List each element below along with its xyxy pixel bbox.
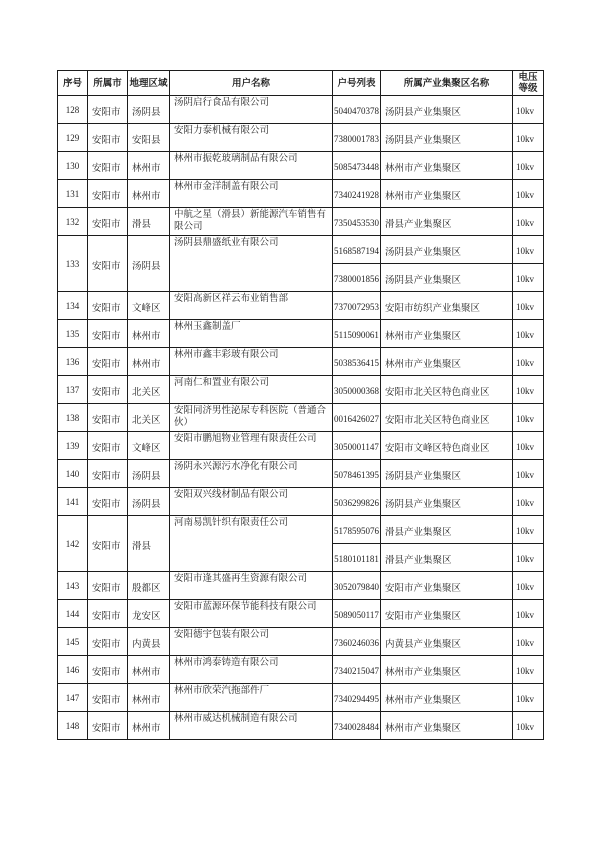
cell-cluster: 林州市产业集聚区 bbox=[381, 320, 513, 348]
cell-voltage: 10kv bbox=[513, 292, 544, 320]
cell-account: 5168587194 bbox=[333, 236, 381, 264]
cell-cluster: 安阳市产业集聚区 bbox=[381, 600, 513, 628]
cell-user: 汤阴县鼎盛纸业有限公司 bbox=[170, 236, 333, 292]
cell-voltage: 10kv bbox=[513, 264, 544, 292]
table-row bbox=[58, 236, 544, 264]
cell-cluster: 林州市产业集聚区 bbox=[381, 180, 513, 208]
cell-user: 汤阴永兴源污水净化有限公司 bbox=[170, 460, 333, 488]
header-cell: 地理区域 bbox=[128, 71, 170, 96]
cell-region: 汤阴县 bbox=[128, 460, 170, 488]
cell-no: 138 bbox=[58, 404, 88, 432]
cell-account: 3050000368 bbox=[333, 376, 381, 404]
header-cell: 电压等级 bbox=[513, 71, 544, 96]
table-row bbox=[58, 292, 544, 320]
cell-no: 129 bbox=[58, 124, 88, 152]
cell-region: 汤阴县 bbox=[128, 236, 170, 292]
cell-no: 145 bbox=[58, 628, 88, 656]
cell-cluster: 滑县产业集聚区 bbox=[381, 544, 513, 572]
cell-cluster: 安阳市北关区特色商业区 bbox=[381, 376, 513, 404]
cell-no: 136 bbox=[58, 348, 88, 376]
header-cell: 所属市 bbox=[88, 71, 128, 96]
user-table bbox=[57, 70, 544, 740]
cell-account: 7340294495 bbox=[333, 684, 381, 712]
cell-voltage: 10kv bbox=[513, 152, 544, 180]
header-cell: 所属产业集聚区名称 bbox=[381, 71, 513, 96]
cell-voltage: 10kv bbox=[513, 404, 544, 432]
table-row bbox=[58, 516, 544, 544]
header-cell: 户号列表 bbox=[333, 71, 381, 96]
cell-city: 安阳市 bbox=[88, 432, 128, 460]
table-row bbox=[58, 152, 544, 180]
cell-user: 安阳高新区祥云布业销售部 bbox=[170, 292, 333, 320]
cell-no: 128 bbox=[58, 96, 88, 124]
cell-region: 林州市 bbox=[128, 348, 170, 376]
cell-cluster: 安阳市纺织产业集聚区 bbox=[381, 292, 513, 320]
cell-account: 5085473448 bbox=[333, 152, 381, 180]
cell-user: 安阳同济男性泌尿专科医院（普通合伙） bbox=[170, 404, 333, 432]
cell-no: 139 bbox=[58, 432, 88, 460]
table-row bbox=[58, 180, 544, 208]
cell-voltage: 10kv bbox=[513, 516, 544, 544]
cell-user: 林州市威达机械制造有限公司 bbox=[170, 712, 333, 740]
cell-no: 142 bbox=[58, 516, 88, 572]
table-row bbox=[58, 96, 544, 124]
cell-account: 5115090061 bbox=[333, 320, 381, 348]
cell-cluster: 汤阴县产业集聚区 bbox=[381, 124, 513, 152]
cell-user: 河南易凯针织有限责任公司 bbox=[170, 516, 333, 572]
cell-voltage: 10kv bbox=[513, 460, 544, 488]
cell-city: 安阳市 bbox=[88, 488, 128, 516]
cell-region: 安阳县 bbox=[128, 124, 170, 152]
cell-voltage: 10kv bbox=[513, 96, 544, 124]
cell-account: 5178595076 bbox=[333, 516, 381, 544]
cell-account: 7360246036 bbox=[333, 628, 381, 656]
header-cell: 用户名称 bbox=[170, 71, 333, 96]
cell-no: 132 bbox=[58, 208, 88, 236]
cell-account: 5038536415 bbox=[333, 348, 381, 376]
cell-account: 7350453530 bbox=[333, 208, 381, 236]
cell-voltage: 10kv bbox=[513, 348, 544, 376]
cell-region: 北关区 bbox=[128, 404, 170, 432]
cell-voltage: 10kv bbox=[513, 572, 544, 600]
cell-cluster: 汤阴县产业集聚区 bbox=[381, 460, 513, 488]
cell-city: 安阳市 bbox=[88, 180, 128, 208]
cell-region: 汤阴县 bbox=[128, 488, 170, 516]
cell-user: 河南仁和置业有限公司 bbox=[170, 376, 333, 404]
cell-no: 135 bbox=[58, 320, 88, 348]
cell-account: 0016426027 bbox=[333, 404, 381, 432]
cell-region: 文峰区 bbox=[128, 432, 170, 460]
cell-cluster: 安阳市产业集聚区 bbox=[381, 572, 513, 600]
cell-region: 林州市 bbox=[128, 180, 170, 208]
cell-city: 安阳市 bbox=[88, 376, 128, 404]
cell-region: 林州市 bbox=[128, 712, 170, 740]
cell-no: 146 bbox=[58, 656, 88, 684]
cell-city: 安阳市 bbox=[88, 684, 128, 712]
cell-cluster: 汤阴县产业集聚区 bbox=[381, 236, 513, 264]
cell-user: 汤阴启行食品有限公司 bbox=[170, 96, 333, 124]
cell-city: 安阳市 bbox=[88, 712, 128, 740]
cell-user: 林州市振乾玻璃制品有限公司 bbox=[170, 152, 333, 180]
cell-region: 文峰区 bbox=[128, 292, 170, 320]
cell-user: 林州玉鑫制盖厂 bbox=[170, 320, 333, 348]
cell-account: 7340241928 bbox=[333, 180, 381, 208]
cell-account: 5089050117 bbox=[333, 600, 381, 628]
cell-account: 5040470378 bbox=[333, 96, 381, 124]
table-row bbox=[58, 124, 544, 152]
cell-city: 安阳市 bbox=[88, 348, 128, 376]
cell-voltage: 10kv bbox=[513, 656, 544, 684]
cell-voltage: 10kv bbox=[513, 684, 544, 712]
table-row bbox=[58, 488, 544, 516]
cell-region: 林州市 bbox=[128, 320, 170, 348]
cell-voltage: 10kv bbox=[513, 544, 544, 572]
table-row bbox=[58, 404, 544, 432]
cell-user: 安阳市鹏旭物业管理有限责任公司 bbox=[170, 432, 333, 460]
cell-cluster: 滑县产业集聚区 bbox=[381, 208, 513, 236]
cell-account: 3052079840 bbox=[333, 572, 381, 600]
cell-region: 林州市 bbox=[128, 152, 170, 180]
cell-cluster: 滑县产业集聚区 bbox=[381, 516, 513, 544]
cell-region: 北关区 bbox=[128, 376, 170, 404]
cell-city: 安阳市 bbox=[88, 600, 128, 628]
cell-user: 安阳双兴线材制品有限公司 bbox=[170, 488, 333, 516]
cell-cluster: 林州市产业集聚区 bbox=[381, 684, 513, 712]
cell-voltage: 10kv bbox=[513, 600, 544, 628]
cell-user: 安阳市逢其盛再生资源有限公司 bbox=[170, 572, 333, 600]
table-row bbox=[58, 684, 544, 712]
cell-voltage: 10kv bbox=[513, 432, 544, 460]
cell-cluster: 汤阴县产业集聚区 bbox=[381, 96, 513, 124]
table-row bbox=[58, 432, 544, 460]
cell-cluster: 内黄县产业集聚区 bbox=[381, 628, 513, 656]
cell-account: 7370072953 bbox=[333, 292, 381, 320]
cell-city: 安阳市 bbox=[88, 572, 128, 600]
cell-cluster: 汤阴县产业集聚区 bbox=[381, 488, 513, 516]
cell-no: 140 bbox=[58, 460, 88, 488]
cell-region: 龙安区 bbox=[128, 600, 170, 628]
cell-user: 安阳市蓝源环保节能科技有限公司 bbox=[170, 600, 333, 628]
cell-voltage: 10kv bbox=[513, 376, 544, 404]
cell-no: 141 bbox=[58, 488, 88, 516]
cell-user: 林州市欣荣汽拖部件厂 bbox=[170, 684, 333, 712]
header-cell: 序号 bbox=[58, 71, 88, 96]
cell-city: 安阳市 bbox=[88, 208, 128, 236]
cell-region: 林州市 bbox=[128, 684, 170, 712]
cell-region: 内黄县 bbox=[128, 628, 170, 656]
cell-voltage: 10kv bbox=[513, 180, 544, 208]
cell-cluster: 林州市产业集聚区 bbox=[381, 712, 513, 740]
cell-city: 安阳市 bbox=[88, 292, 128, 320]
table-row bbox=[58, 376, 544, 404]
cell-account: 7380001783 bbox=[333, 124, 381, 152]
cell-no: 144 bbox=[58, 600, 88, 628]
cell-city: 安阳市 bbox=[88, 96, 128, 124]
cell-account: 7340028484 bbox=[333, 712, 381, 740]
cell-region: 滑县 bbox=[128, 208, 170, 236]
cell-cluster: 林州市产业集聚区 bbox=[381, 348, 513, 376]
cell-no: 137 bbox=[58, 376, 88, 404]
cell-region: 殷都区 bbox=[128, 572, 170, 600]
cell-no: 148 bbox=[58, 712, 88, 740]
cell-no: 143 bbox=[58, 572, 88, 600]
table-row bbox=[58, 656, 544, 684]
cell-user: 中航之星（滑县）新能源汽车销售有限公司 bbox=[170, 208, 333, 236]
cell-account: 5036299826 bbox=[333, 488, 381, 516]
cell-account: 7340215047 bbox=[333, 656, 381, 684]
cell-account: 7380001856 bbox=[333, 264, 381, 292]
cell-cluster: 汤阴县产业集聚区 bbox=[381, 264, 513, 292]
cell-account: 3050001147 bbox=[333, 432, 381, 460]
cell-region: 林州市 bbox=[128, 656, 170, 684]
cell-user: 林州市鑫丰彩玻有限公司 bbox=[170, 348, 333, 376]
cell-region: 滑县 bbox=[128, 516, 170, 572]
cell-user: 林州市鸿泰铸造有限公司 bbox=[170, 656, 333, 684]
cell-cluster: 安阳市北关区特色商业区 bbox=[381, 404, 513, 432]
cell-no: 130 bbox=[58, 152, 88, 180]
cell-cluster: 安阳市文峰区特色商业区 bbox=[381, 432, 513, 460]
table-row bbox=[58, 460, 544, 488]
cell-city: 安阳市 bbox=[88, 152, 128, 180]
cell-city: 安阳市 bbox=[88, 460, 128, 488]
cell-cluster: 林州市产业集聚区 bbox=[381, 152, 513, 180]
cell-no: 131 bbox=[58, 180, 88, 208]
cell-city: 安阳市 bbox=[88, 236, 128, 292]
cell-voltage: 10kv bbox=[513, 488, 544, 516]
cell-voltage: 10kv bbox=[513, 320, 544, 348]
table-row bbox=[58, 572, 544, 600]
cell-no: 134 bbox=[58, 292, 88, 320]
cell-voltage: 10kv bbox=[513, 236, 544, 264]
cell-voltage: 10kv bbox=[513, 628, 544, 656]
cell-city: 安阳市 bbox=[88, 628, 128, 656]
cell-account: 5180101181 bbox=[333, 544, 381, 572]
cell-user: 安阳力泰机械有限公司 bbox=[170, 124, 333, 152]
cell-no: 133 bbox=[58, 236, 88, 292]
cell-no: 147 bbox=[58, 684, 88, 712]
table-row bbox=[58, 628, 544, 656]
cell-account: 5078461395 bbox=[333, 460, 381, 488]
cell-region: 汤阴县 bbox=[128, 96, 170, 124]
table-row bbox=[58, 712, 544, 740]
cell-voltage: 10kv bbox=[513, 208, 544, 236]
cell-user: 安阳德宇包装有限公司 bbox=[170, 628, 333, 656]
cell-voltage: 10kv bbox=[513, 712, 544, 740]
cell-city: 安阳市 bbox=[88, 320, 128, 348]
cell-voltage: 10kv bbox=[513, 124, 544, 152]
table-header-row bbox=[58, 71, 544, 96]
table-row bbox=[58, 600, 544, 628]
cell-city: 安阳市 bbox=[88, 404, 128, 432]
table-row bbox=[58, 348, 544, 376]
cell-city: 安阳市 bbox=[88, 124, 128, 152]
table-row bbox=[58, 208, 544, 236]
cell-city: 安阳市 bbox=[88, 516, 128, 572]
cell-cluster: 林州市产业集聚区 bbox=[381, 656, 513, 684]
cell-city: 安阳市 bbox=[88, 656, 128, 684]
cell-user: 林州市金洋制盖有限公司 bbox=[170, 180, 333, 208]
table-row bbox=[58, 320, 544, 348]
